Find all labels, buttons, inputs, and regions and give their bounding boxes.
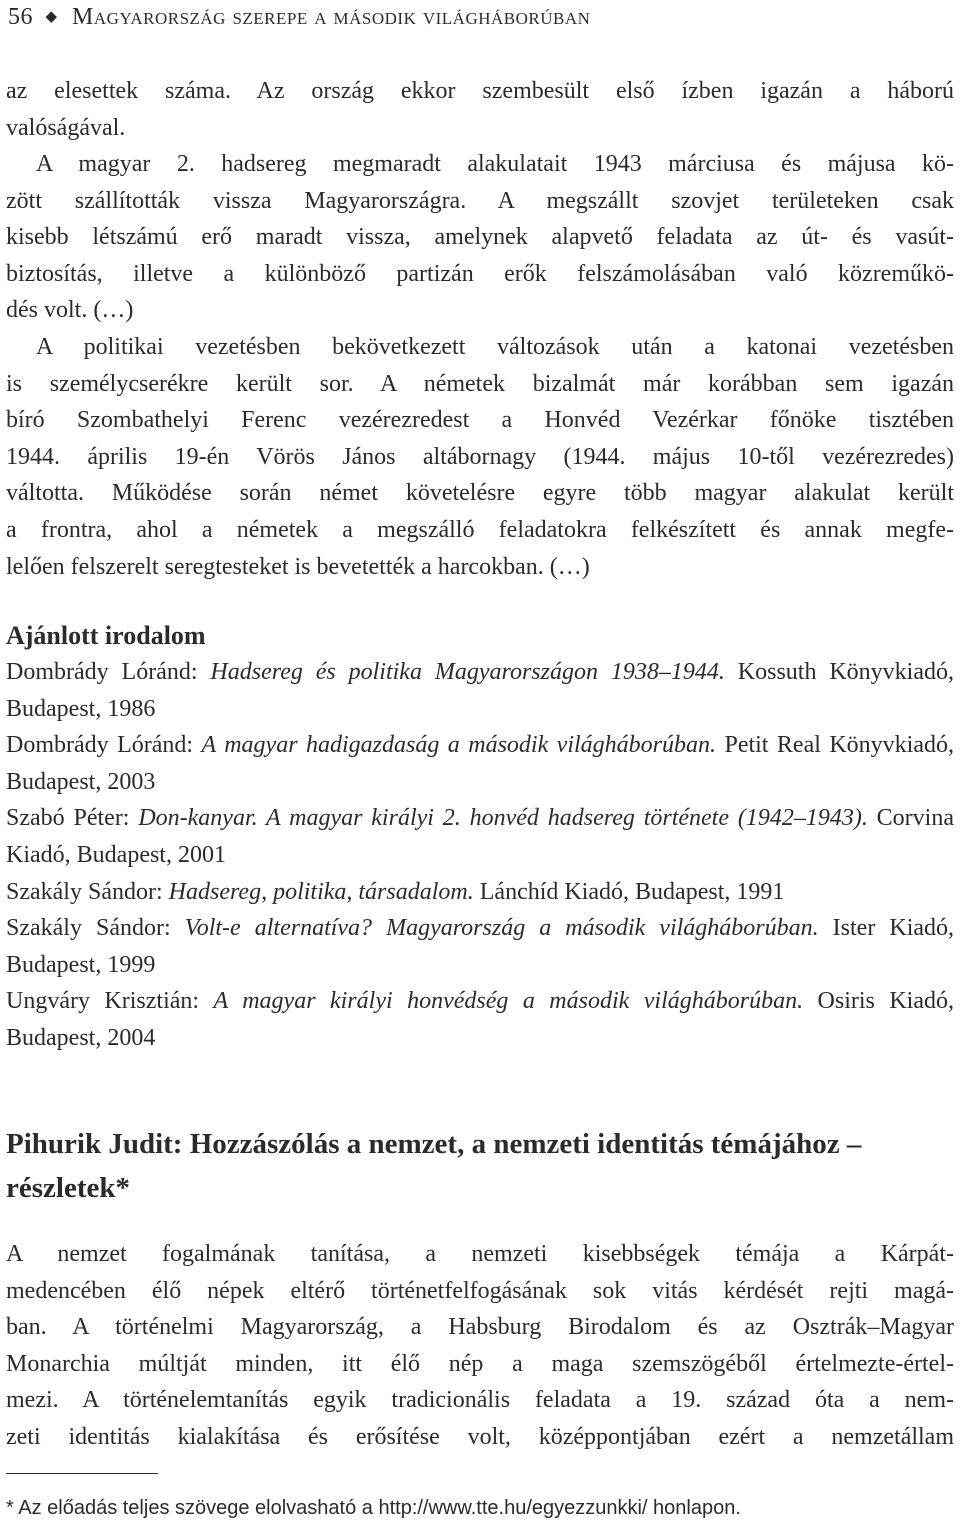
running-header — [8, 2, 952, 32]
article-paragraph — [6, 1236, 954, 1456]
article-heading — [6, 1122, 954, 1210]
reference-item — [6, 983, 954, 1056]
recommended-reading-heading: Ajánlott irodalom — [6, 621, 206, 650]
text-line: ban. A történelmi Magyarország, a Habsburg Birodalom és az Osztrák–Magyar — [6, 1314, 954, 1341]
reference-title: Hadsereg, politika, társadalom. — [168, 878, 474, 905]
text-line: mezi. A történelemtanítás egyik tradicionális feladata a 19. század óta a nem- — [6, 1387, 954, 1414]
reference-publisher: Lánchíd Kiadó, Budapest, 1991 — [473, 878, 785, 905]
article-heading-line: Pihurik Judit: Hozzászólás a nemzet, a nemzeti identitás témájához – — [6, 1128, 862, 1160]
text-line: A politikai vezetésben bekövetkezett változások után a katonai vezetésben — [36, 334, 954, 360]
text-line: A nemzet fogalmának tanítása, a nemzeti kisebbségek témája a Kárpát- — [6, 1241, 954, 1267]
text-line: kisebb létszámú erő maradt vissza, amelynek alapvető feladata az út- és vasút- — [6, 224, 954, 251]
reference-item — [6, 727, 954, 800]
page-number: 56 — [8, 4, 33, 30]
reference-author: Dombrády Lóránd: — [6, 732, 202, 759]
reference-author: Ungváry Krisztián: — [6, 988, 214, 1015]
text-line: az elesettek száma. Az ország ekkor szembesült első ízben igazán a háború — [6, 78, 954, 104]
reference-title: Hadsereg és politika Magyarországon 1938–1944. — [210, 659, 725, 685]
text-line: biztosítás, illetve a különböző partizán erők felszámolásában való közreműkö- — [6, 260, 954, 287]
text-line: A magyar 2. hadsereg megmaradt alakulatait 1943 márciusa és májusa kö- — [36, 151, 954, 177]
reference-publisher: Corvina Kiadó, Budapest, 2001 — [6, 805, 954, 868]
text-line: zött szállították vissza Magyarországra. A megszállt szovjet területeken csak — [6, 187, 954, 214]
text-line: dés volt. (…) — [6, 297, 134, 324]
article-heading-line: részletek* — [6, 1172, 130, 1204]
footnote: * Az előadás teljes szövege elolvasható a http://www.tte.hu/egyezzunkki/ honlapon. — [6, 1497, 741, 1519]
reference-author: Dombrády Lóránd: — [6, 659, 211, 685]
reference-list — [6, 654, 954, 1057]
text-line: zeti identitás kialakítása és erősítése volt, középpontjában ezért a nemzetállam — [6, 1423, 954, 1450]
text-line: váltotta. Működése során német követelésre egyre több magyar alakulat került — [6, 480, 954, 507]
reference-publisher: Kossuth Könyvkiadó, Budapest, 1986 — [6, 659, 954, 722]
text-line: Monarchia múltját minden, itt élő nép a maga szemszögéből értelmezte-értel- — [6, 1350, 954, 1377]
reference-title: A magyar hadigazdaság a második világháborúban. — [201, 732, 717, 759]
reference-item — [6, 874, 954, 911]
reference-item — [6, 910, 954, 983]
running-title: Magyarország szerepe a második világháborúban — [72, 4, 591, 30]
reference-publisher: Osiris Kiadó, Budapest, 2004 — [6, 988, 954, 1051]
reference-title: Volt-e alternatíva? Magyarország a második világháborúban. — [184, 915, 819, 942]
text-line: is személycserékre került sor. A németek bizalmát már korábban sem igazán — [6, 370, 954, 397]
text-line: bíró Szombathelyi Ferenc vezérezredest a Honvéd Vezérkar főnöke tisztében — [6, 407, 954, 434]
reference-item — [6, 800, 954, 873]
reference-author: Szabó Péter: — [6, 805, 139, 832]
reference-item — [6, 654, 954, 727]
text-line: lelően felszerelt seregtesteket is bevetették a harcokban. (…) — [6, 553, 590, 580]
reference-publisher: Petit Real Könyvkiadó, Budapest, 2003 — [6, 732, 955, 795]
reference-title: A magyar királyi honvédség a második világháborúban. — [213, 988, 804, 1015]
diamond-separator-icon: ◆ — [45, 9, 58, 25]
reference-author: Szakály Sándor: — [6, 915, 185, 942]
text-line: medencében élő népek eltérő történetfelfogásának sok vitás kérdését rejti magá- — [6, 1277, 954, 1304]
reference-publisher: Ister Kiadó, Budapest, 1999 — [6, 915, 955, 978]
footnote-divider — [6, 1473, 158, 1474]
paragraph-2 — [6, 146, 954, 329]
text-line: 1944. április 19-én Vörös János altábornagy (1944. május 10-től vezérezredes) — [6, 443, 954, 470]
paragraph-1 — [6, 73, 954, 146]
paragraph-3 — [6, 329, 954, 585]
text-line: valóságával. — [6, 114, 126, 141]
text-line: a frontra, ahol a németek a megszálló feladatokra felkészített és annak megfe- — [6, 516, 954, 543]
reference-title: Don-kanyar. A magyar királyi 2. honvéd hadsereg története (1942–1943). — [138, 805, 868, 832]
reference-author: Szakály Sándor: — [6, 878, 169, 905]
